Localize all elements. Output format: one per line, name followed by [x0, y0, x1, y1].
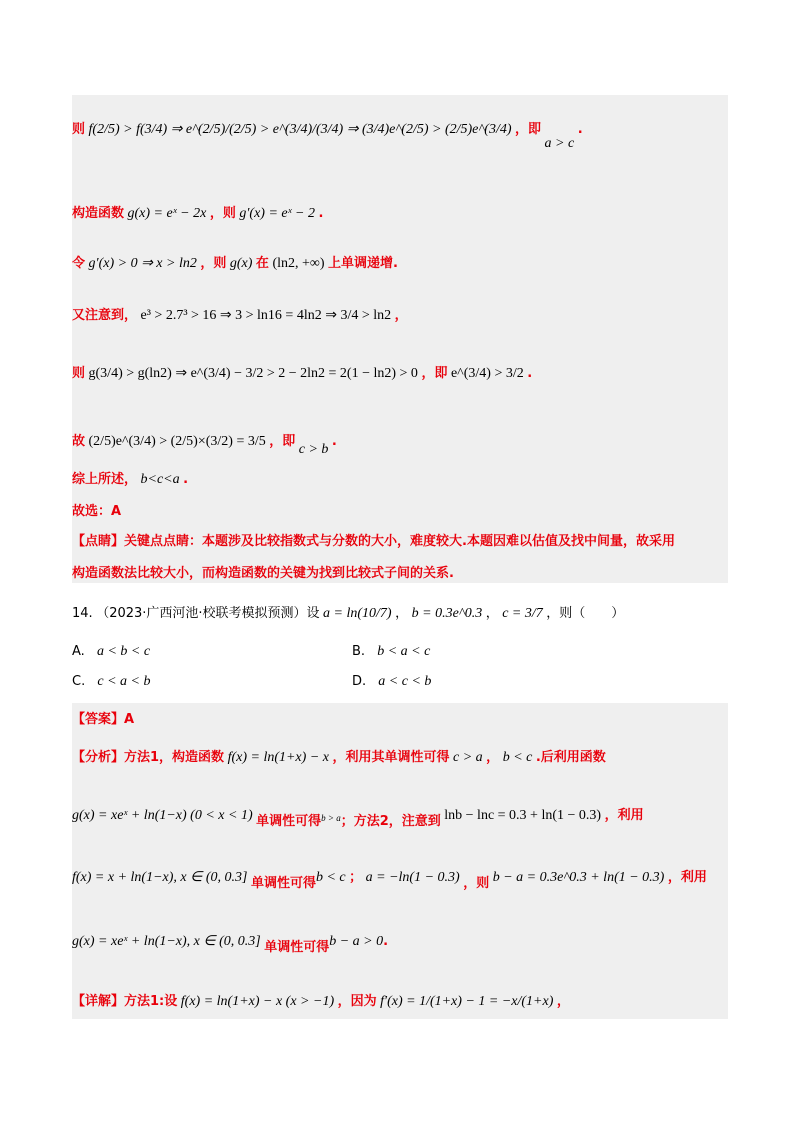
question-14: 14. （2023·广西河池·校联考模拟预测）设 a = ln(10/7) ， b = 0.3e^0.3 ， c = 3/7 ，则（ ）	[72, 606, 625, 621]
solution-continuation-block	[72, 95, 728, 583]
answer-line	[72, 708, 134, 728]
analysis-line-2: g(x) = xeˣ + ln(1−x) (0 < x < 1) 单调性可得b > a；方法2，注意到 lnb − lnc = 0.3 + ln(1 − 0.3) ，利用	[72, 808, 644, 829]
option-a[interactable]: A. a < b < c	[72, 644, 151, 659]
solution-line-2: 构造函数 g(x) = eˣ − 2x ，则 g′(x) = eˣ − 2 .	[72, 206, 324, 221]
question-source: （2023·广西河池·校联考模拟预测）设	[96, 606, 320, 621]
solution-line-5: 则 g(3/4) > g(ln2) ⇒ e^(3/4) − 3/2 > 2 − 2ln2 = 2(1 − ln2) > 0 ，即 e^(3/4) > 3/2 .	[72, 366, 533, 381]
analysis-line-4: g(x) = xeˣ + ln(1−x), x ∈ (0, 0.3] 单调性可得b − a > 0.	[72, 934, 389, 955]
detail-label: 【详解】	[72, 994, 125, 1009]
math-inequality: f(2/5) > f(3/4) ⇒ e^(2/5)/(2/5) > e^(3/4)/(3/4) ⇒ (3/4)e^(2/5) > (2/5)e^(3/4)	[88, 122, 512, 137]
answer-label: 【答案】	[72, 712, 125, 727]
detail-line-1: 【详解】方法1:设 f(x) = ln(1+x) − x (x > −1) ，因为 f′(x) = 1/(1+x) − 1 = −x/(1+x) ，	[72, 994, 570, 1009]
math-result: a > c	[544, 136, 575, 151]
final-choice-line: 故选：A	[72, 504, 122, 519]
answer-value: A	[124, 712, 135, 727]
solution-line-4: 又注意到， e³ > 2.7³ > 16 ⇒ 3 > ln16 = 4ln2 ⇒ 3/4 > ln2 ，	[72, 308, 408, 323]
key-point-line-1: 【点睛】关键点点睛：本题涉及比较指数式与分数的大小，难度较大.本题因难以估值及找中间量，故采用	[72, 534, 675, 549]
key-point-label: 【点睛】	[72, 534, 125, 549]
solution-line-7: 综上所述， b<c<a .	[72, 472, 189, 487]
solution-line-6: 故 (2/5)e^(3/4) > (2/5)×(3/2) = 3/5 ，即 c > b .	[72, 434, 337, 457]
solution-line-3: 令 g′(x) > 0 ⇒ x > ln2 ，则 g(x) 在 (ln2, +∞) 上单调递增.	[72, 256, 398, 271]
question-number: 14.	[72, 606, 93, 621]
analysis-label: 【分析】	[72, 750, 125, 765]
option-d[interactable]: D. a < c < b	[352, 674, 432, 689]
analysis-line-1: 【分析】方法1，构造函数 f(x) = ln(1+x) − x ，利用其单调性可得 c > a ， b < c .后利用函数	[72, 750, 606, 765]
key-point-line-2: 构造函数法比较大小，而构造函数的关键为找到比较式子间的关系.	[72, 566, 454, 581]
solution-line-1: 则 f(2/5) > f(3/4) ⇒ e^(2/5)/(2/5) > e^(3/4)/(3/4) ⇒ (3/4)e^(2/5) > (2/5)e^(3/4) ，即 a > c .	[72, 122, 583, 151]
option-b[interactable]: B. b < a < c	[352, 644, 431, 659]
analysis-line-3: f(x) = x + ln(1−x), x ∈ (0, 0.3] 单调性可得b < c ； a = −ln(1 − 0.3) ，则 b − a = 0.3e^0.3 + ln(1 − 0.3) ，利用	[72, 870, 707, 891]
option-c[interactable]: C. c < a < b	[72, 674, 151, 689]
